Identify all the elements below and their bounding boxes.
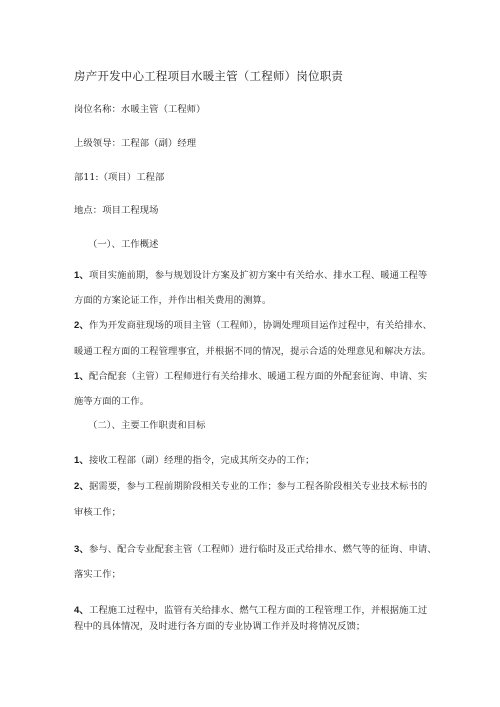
section1-heading: （一）、工作概述: [88, 239, 159, 250]
section2-item-4-line-1: [74, 605, 427, 617]
item-number: 2、: [74, 481, 89, 492]
item-text: 据需要，参与工程前期阶段相关专业的工作；参与工程各阶段相关专业技术标书的: [88, 481, 428, 492]
meta-department: 部11:（项目）工程部: [74, 172, 165, 183]
item-text: 项目实施前期，参与规划设计方案及扩初方案中有关给水、排水工程、暖通工程等: [88, 270, 428, 281]
section2-heading: （二）、主要工作职责和目标: [88, 420, 206, 431]
section2-item-3-line-2: 落实工作；: [74, 569, 121, 580]
section2-item-2-line-2: 审核工作；: [74, 507, 121, 518]
item-number: 4、: [74, 605, 89, 616]
meta-position-name: 岗位名称：水暖主管（工程师）: [74, 104, 206, 115]
item-text: 工程施工过程中，监管有关给排水、燃气工程方面的工程管理工作，并根据施工过: [88, 605, 428, 616]
item-text: 接收工程部（副）经理的指令，完成其所交办的工作；: [88, 455, 315, 466]
item-number: 1、: [74, 371, 89, 382]
meta-location: 地点：项目工程现场: [74, 205, 159, 216]
section2-item-4-line-2: 程中的具体情况，及时进行各方面的专业协调工作并及时将情况反馈；: [74, 621, 366, 632]
section2-item-1-line-1: [74, 455, 315, 467]
section1-item-3-line-1: [74, 371, 427, 383]
section1-item-2-line-1: [74, 320, 432, 332]
item-text: 作为开发商驻现场的项目主管（工程师），协调处理项目运作过程中，有关给排水、: [88, 320, 433, 331]
item-number: 2、: [74, 320, 89, 331]
section1-item-1-line-1: [74, 270, 427, 282]
meta-supervisor: 上级领导：工程部（副）经理: [74, 138, 197, 149]
section1-item-3-line-2: 施等方面的工作。: [74, 396, 150, 407]
item-number: 1、: [74, 455, 89, 466]
section1-item-1-line-2: 方面的方案论证工作，并作出相关费用的测算。: [74, 295, 272, 306]
section2-item-3-line-1: [74, 544, 437, 556]
item-number: 3、: [74, 544, 89, 555]
item-text: 参与、配合专业配套主管（工程师）进行临时及正式给排水、燃气等的征询、申请、: [88, 544, 437, 555]
item-text: 配合配套（主管）工程师进行有关给排水、暖通工程方面的外配套征询、申请、实: [88, 371, 428, 382]
item-number: 1、: [74, 270, 89, 281]
document-title: 房产开发中心工程项目水暖主管（工程师）岗位职责: [74, 69, 344, 83]
section2-item-2-line-1: [74, 481, 427, 493]
section1-item-2-line-2: 暖通工程方面的工程管理事宜，并根据不同的情况，提示合适的处理意见和解决方法。: [74, 346, 432, 357]
